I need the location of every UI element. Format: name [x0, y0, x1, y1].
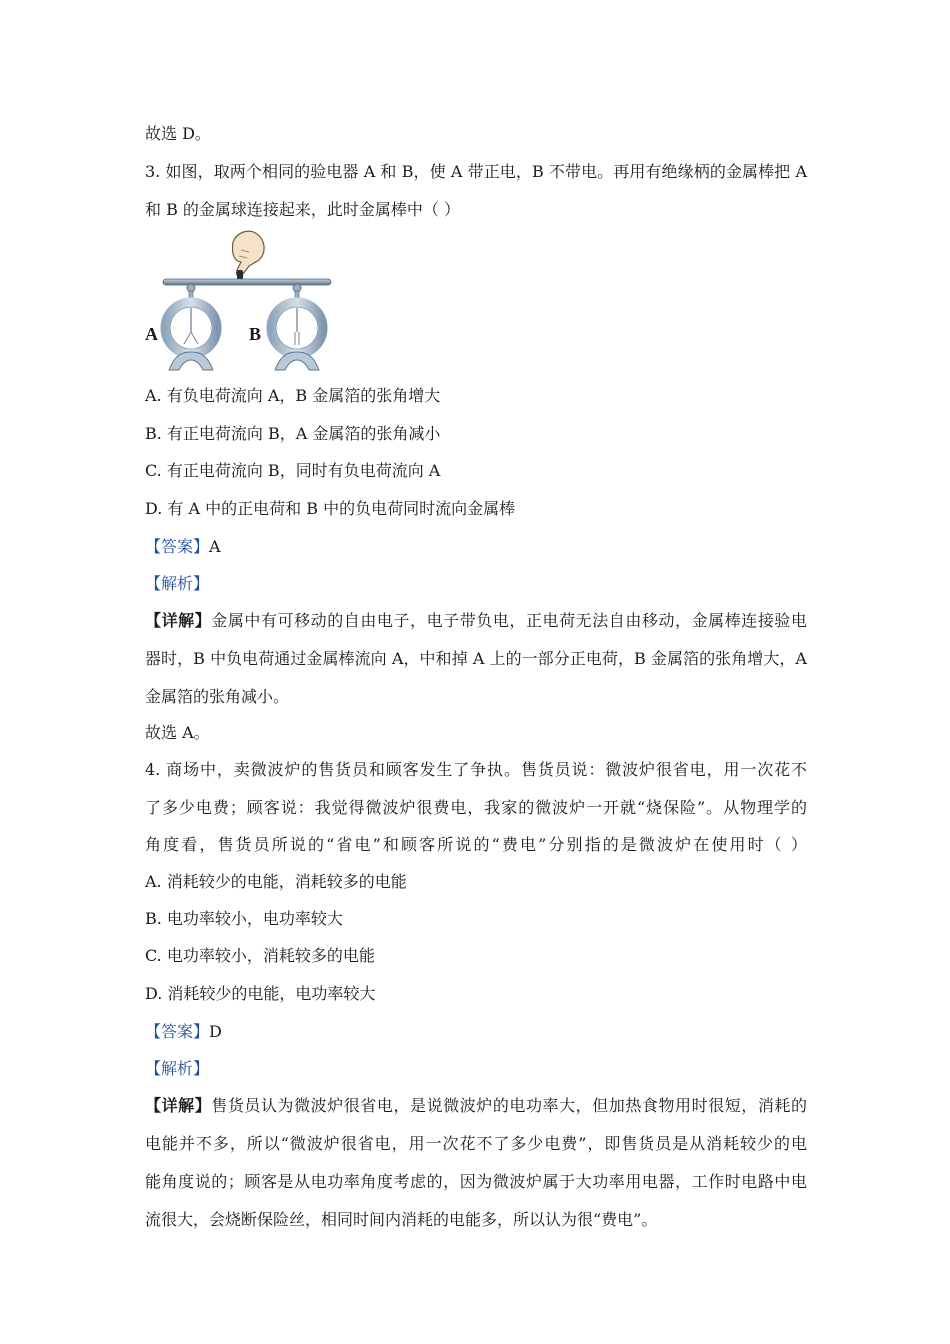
detail-tag: 【详解】 — [145, 611, 212, 630]
detail-text: 金属中有可移动的自由电子，电子带负电，正电荷无法自由移动，金属棒连接验电 — [211, 611, 807, 630]
q4-answer — [145, 1022, 222, 1042]
q3-detail-line2: 器时，B 中负电荷通过金属棒流向 A，中和掉 A 上的一部分正电荷，B 金属箔的张角增大，A — [145, 649, 807, 668]
q3-option-b: B. 有正电荷流向 B，A 金属箔的张角减小 — [145, 424, 441, 443]
q4-detail-line1 — [145, 1096, 807, 1116]
q3-option-c: C. 有正电荷流向 B，同时有负电荷流向 A — [145, 461, 441, 480]
q4-stem-line3: 角度看，售货员所说的“省电”和顾客所说的“费电”分别指的是微波炉在使用时（ ） — [145, 835, 807, 854]
q3-analysis-tag: 【解析】 — [145, 574, 210, 593]
electroscope-a — [165, 284, 217, 370]
detail-tag: 【详解】 — [145, 1096, 212, 1115]
electroscope-figure — [145, 228, 335, 376]
prev-conclusion: 故选 D。 — [145, 124, 211, 143]
detail-text: 售货员认为微波炉很省电，是说微波炉的电功率大，但加热食物用时很短，消耗的 — [211, 1096, 807, 1115]
q4-option-c: C. 电功率较小，消耗较多的电能 — [145, 946, 375, 965]
q4-stem-line1: 4. 商场中，卖微波炉的售货员和顾客发生了争执。售货员说：微波炉很省电，用一次花不 — [145, 760, 807, 779]
answer-tag: 【答案】 — [145, 537, 210, 556]
q4-detail-line4: 流很大，会烧断保险丝，相同时间内消耗的电能多，所以认为很“费电”。 — [145, 1210, 658, 1229]
label-b: B — [249, 324, 262, 344]
electroscope-b — [271, 284, 323, 370]
q3-option-a: A. 有负电荷流向 A，B 金属箔的张角增大 — [145, 386, 441, 405]
q4-option-a: A. 消耗较少的电能，消耗较多的电能 — [145, 872, 407, 891]
q3-answer — [145, 537, 221, 557]
q4-detail-line3: 能角度说的；顾客是从电功率角度考虑的，因为微波炉属于大功率用电器，工作时电路中电 — [145, 1172, 807, 1191]
answer-tag: 【答案】 — [145, 1022, 210, 1041]
q3-stem-line1: 3. 如图，取两个相同的验电器 A 和 B，使 A 带正电，B 不带电。再用有绝缘柄的金属棒把 A — [145, 162, 807, 181]
q3-stem-line2: 和 B 的金属球连接起来，此时金属棒中（ ） — [145, 200, 461, 219]
answer-value: A — [209, 537, 221, 556]
q4-option-b: B. 电功率较小，电功率较大 — [145, 909, 343, 928]
q3-option-d: D. 有 A 中的正电荷和 B 中的负电荷同时流向金属棒 — [145, 499, 516, 518]
q4-stem-line2: 了多少电费；顾客说：我觉得微波炉很费电，我家的微波炉一开就“烧保险”。从物理学的 — [145, 798, 807, 817]
q3-detail-line1 — [145, 611, 807, 631]
q4-option-d: D. 消耗较少的电能，电功率较大 — [145, 984, 376, 1003]
answer-value: D — [209, 1022, 222, 1041]
hand-icon — [232, 231, 264, 280]
q3-detail-line3: 金属箔的张角减小。 — [145, 687, 290, 706]
q4-analysis-tag: 【解析】 — [145, 1059, 210, 1078]
q3-conclusion: 故选 A。 — [145, 723, 210, 742]
q4-detail-line2: 电能并不多，所以“微波炉很省电，用一次花不了多少电费”，即售货员是从消耗较少的电 — [145, 1134, 807, 1153]
metal-rod — [163, 279, 331, 285]
label-a: A — [145, 324, 158, 344]
